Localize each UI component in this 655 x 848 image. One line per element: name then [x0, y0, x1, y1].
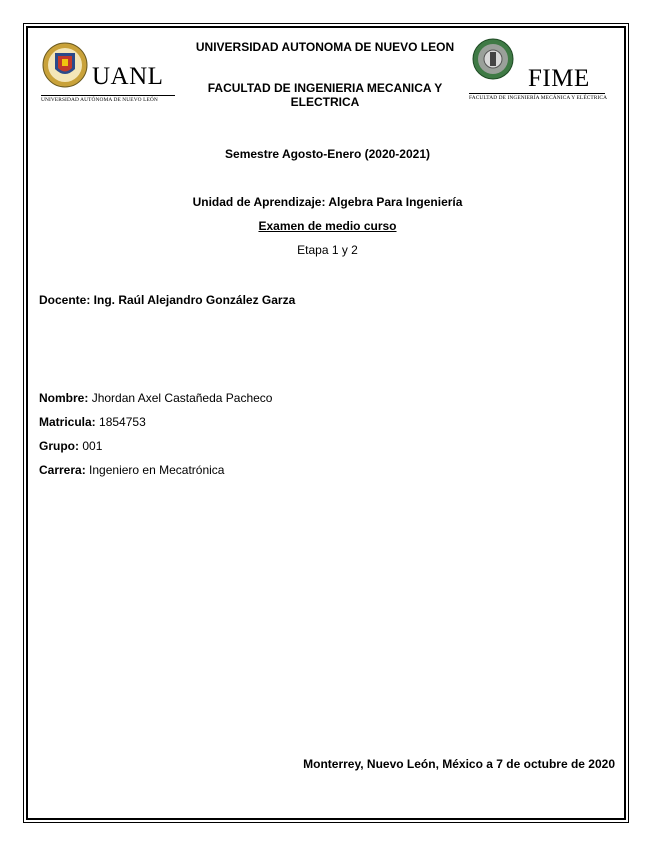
student-group-row — [39, 439, 102, 453]
place-date-line: Monterrey, Nuevo León, México a 7 de octubre de 2020 — [303, 757, 615, 771]
fime-caption: FACULTAD DE INGENIERÍA MECÁNICA Y ELÉCTRICA — [469, 95, 608, 101]
university-title: UNIVERSIDAD AUTONOMA DE NUEVO LEON — [195, 40, 455, 54]
name-label: Nombre: — [39, 391, 89, 405]
group-value: 001 — [82, 439, 103, 453]
career-value: Ingeniero en Mecatrónica — [89, 463, 225, 477]
student-name-row — [39, 391, 272, 405]
fime-wordmark: FIME — [528, 65, 590, 92]
id-label: Matricula: — [39, 415, 96, 429]
stage-line: Etapa 1 y 2 — [297, 243, 358, 257]
name-value: Jhordan Axel Castañeda Pacheco — [91, 391, 273, 405]
teacher-line: Docente: Ing. Raúl Alejandro González Garza — [39, 293, 296, 307]
uanl-rule — [41, 95, 175, 96]
unit-line: Unidad de Aprendizaje: Algebra Para Ingeniería — [192, 195, 463, 209]
uanl-caption: UNIVERSIDAD AUTÓNOMA DE NUEVO LEÓN — [41, 97, 158, 103]
semester-line: Semestre Agosto-Enero (2020-2021) — [225, 147, 430, 161]
group-label: Grupo: — [39, 439, 79, 453]
career-label: Carrera: — [39, 463, 86, 477]
id-value: 1854753 — [99, 415, 146, 429]
fime-rule — [469, 93, 605, 94]
faculty-title: FACULTAD DE INGENIERIA MECANICA Y ELECTRICA — [207, 81, 443, 109]
exam-title: Examen de medio curso — [258, 219, 397, 233]
student-id-row — [39, 415, 146, 429]
student-career-row — [39, 463, 224, 477]
uanl-wordmark: UANL — [92, 63, 164, 90]
